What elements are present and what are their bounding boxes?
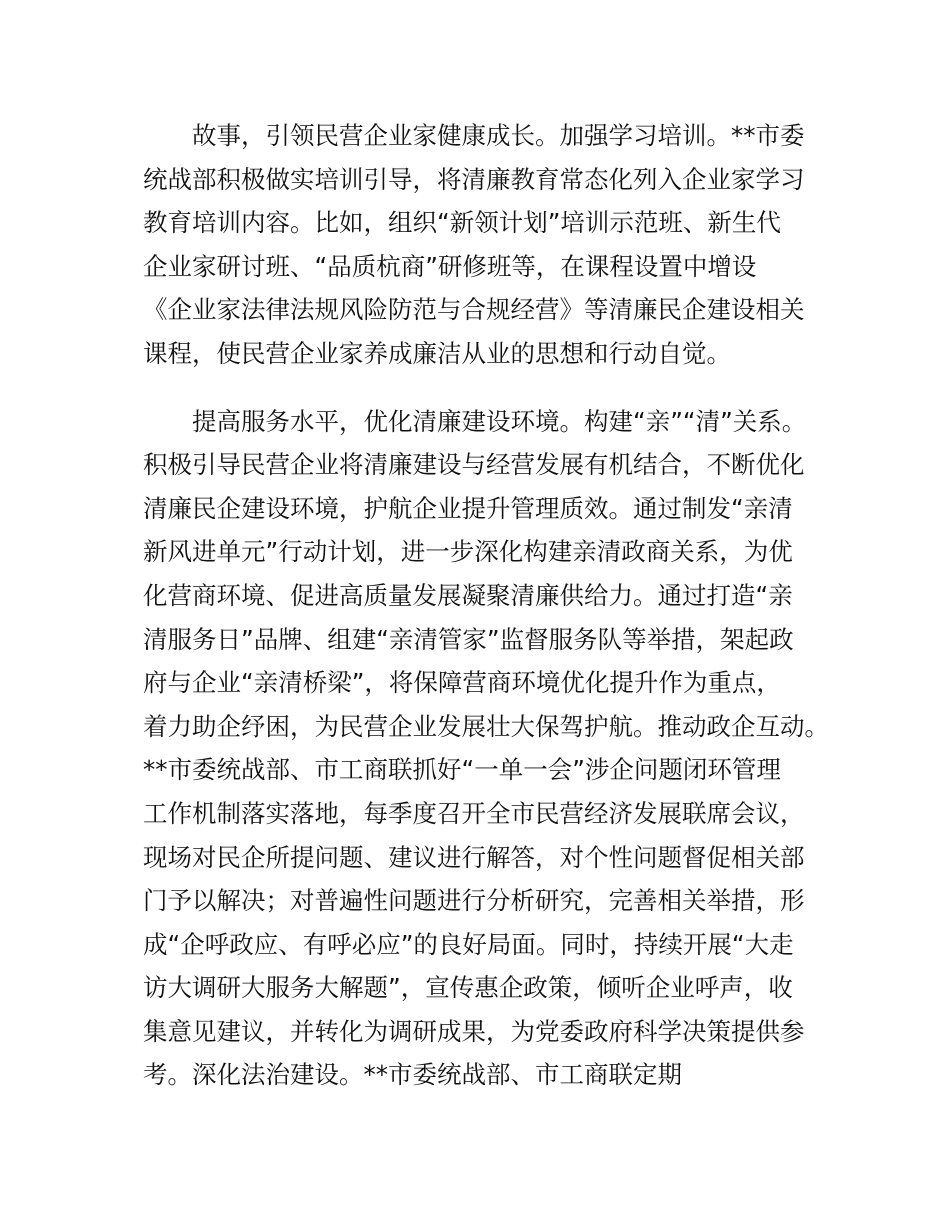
text-line: 新风进单元”行动计划，进一步深化构建亲清政商关系，为优 [143,537,793,567]
document-body [143,114,843,1097]
text-line: 集意见建议，并转化为调研成果，为党委政府科学决策提供参 [143,1016,805,1046]
text-line: 化营商环境、促进高质量发展凝聚清廉供给力。通过打造“亲 [143,580,793,610]
text-line: 现场对民企所提问题、建议进行解答，对个性问题督促相关部 [143,842,805,872]
text-line: 课程，使民营企业家养成廉洁从业的思想和行动自觉。 [143,338,731,368]
text-line: 企业家研讨班、“品质杭商”研修班等，在课程设置中增设 [143,251,757,281]
text-line: 工作机制落实落地，每季度召开全市民营经济发展联席会议， [143,798,805,828]
text-line: 考。深化法治建设。**市委统战部、市工商联定期 [143,1060,682,1090]
paragraph-2 [143,400,843,1098]
text-line: 统战部积极做实培训引导，将清廉教育常态化列入企业家学习 [143,164,805,194]
text-line: 积极引导民营企业将清廉建设与经营发展有机结合，不断优化 [143,450,805,480]
text-line: 提高服务水平，优化清廉建设环境。构建“亲”“清”关系。 [192,406,807,436]
text-line: 访大调研大服务大解题”，宣传惠企政策，倾听企业呼声，收 [143,973,793,1003]
paragraph-gap [143,376,843,400]
text-line: 《企业家法律法规风险防范与合规经营》等清廉民企建设相关 [143,295,805,325]
text-line: **市委统战部、市工商联抓好“一单一会”涉企问题闭环管理 [143,755,781,785]
text-line: 清廉民企建设环境，护航企业提升管理质效。通过制发“亲清 [143,493,793,523]
text-line: 教育培训内容。比如，组织“新领计划”培训示范班、新生代 [143,208,781,238]
text-line: 清服务日”品牌、组建“亲清管家”监督服务队等举措，架起政 [143,624,794,654]
text-line: 着力助企纾困，为民营企业发展壮大保驾护航。推动政企互动。 [143,711,829,741]
text-line: 府与企业“亲清桥梁”，将保障营商环境优化提升作为重点， [143,668,781,698]
text-line: 成“企呼政应、有呼必应”的良好局面。同时，持续开展“大走 [143,929,794,959]
text-line: 门予以解决；对普遍性问题进行分析研究，完善相关举措，形 [143,886,805,916]
paragraph-1 [143,114,843,376]
text-line: 故事，引领民营企业家健康成长。加强学习培训。**市委 [192,121,805,150]
